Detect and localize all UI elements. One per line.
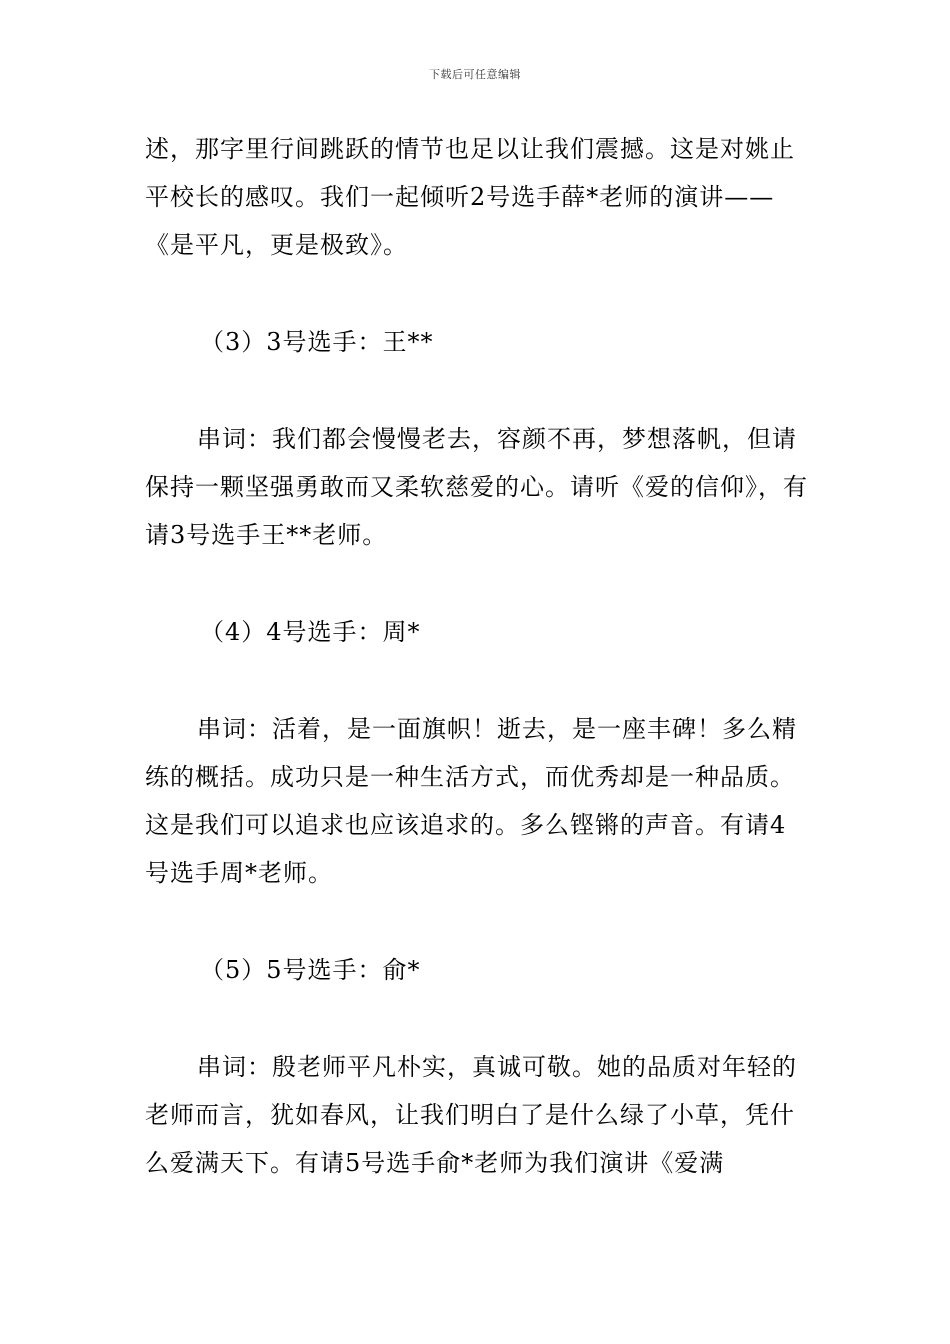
document-body: [145, 125, 810, 1187]
paragraph-intro-contestant-3: 串词：我们都会慢慢老去，容颜不再，梦想落帆，但请保持一颗坚强勇敢而又柔软慈爱的心。请听《爱的信仰》，有请3号选手王**老师。: [145, 425, 808, 549]
paragraph-continuation: 述，那字里行间跳跃的情节也足以让我们震撼。这是对姚止平校长的感叹。我们一起倾听2号选手薛*老师的演讲——《是平凡，更是极致》。: [145, 135, 795, 259]
page-header: 下载后可任意编辑: [429, 68, 521, 81]
paragraph-intro-contestant-4: 串词：活着，是一面旗帜！逝去，是一座丰碑！多么精练的概括。成功只是一种生活方式，而优秀却是一种品质。这是我们可以追求也应该追求的。多么铿锵的声音。有请4号选手周*老师。: [145, 715, 797, 887]
section-heading-contestant-4: （4）4号选手：周*: [200, 618, 421, 646]
paragraph-intro-contestant-5: 串词：殷老师平凡朴实，真诚可敬。她的品质对年轻的老师而言，犹如春风，让我们明白了是什么绿了小草，凭什么爱满天下。有请5号选手俞*老师为我们演讲《爱满: [145, 1053, 797, 1177]
section-heading-contestant-5: （5）5号选手：俞*: [200, 956, 421, 984]
section-heading-contestant-3: （3）3号选手：王**: [200, 328, 434, 356]
